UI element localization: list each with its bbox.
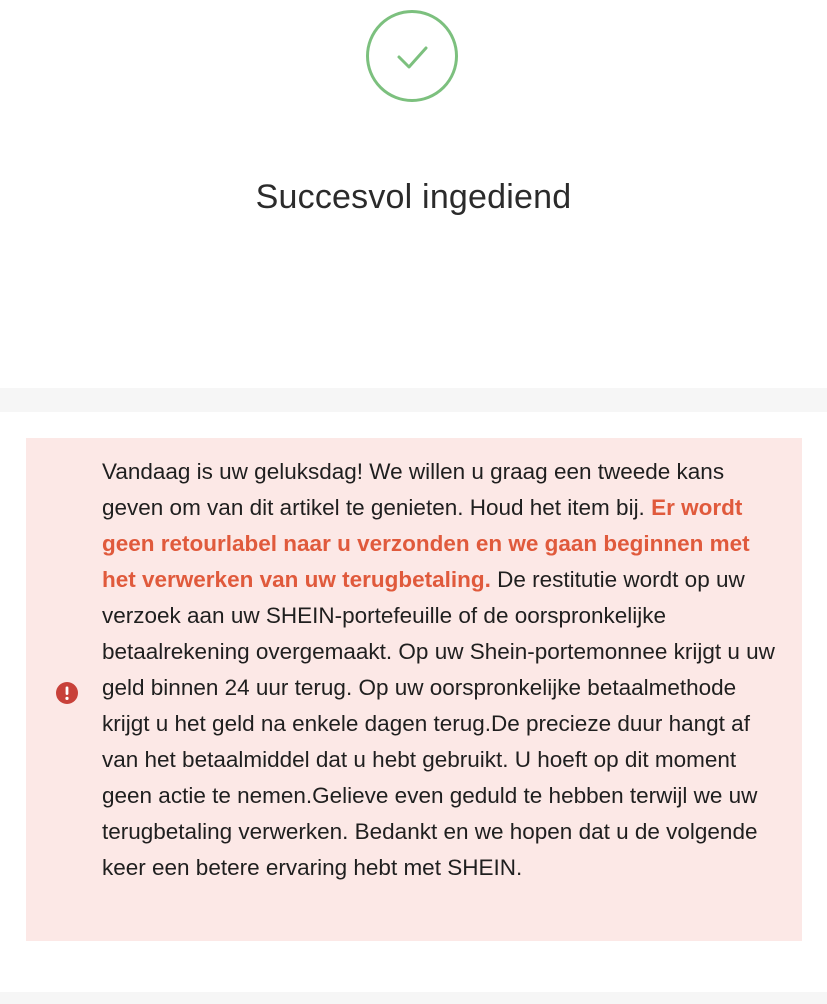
notice-text-highlight: Er wordt geen retourlabel naar u verzonden en we gaan beginnen met het verwerken van uw terugbetaling. [102, 495, 750, 592]
success-check-icon [366, 10, 458, 102]
alert-exclamation-icon [55, 681, 79, 705]
notice-text-details: De restitutie wordt op uw verzoek aan uw SHEIN-portefeuille of de oorspronkelijke betaalrekening overgemaakt. Op uw Shein-portemonnee krijgt u uw geld binnen 24 uur terug. Op uw oorspronkelijke betaalmethode krijgt u het geld na enkele dagen terug.De precieze duur hangt af van het betaalmiddel dat u hebt gebruikt. U hoeft op dit moment geen actie te nemen.Gelieve even geduld te hebben terwijl we uw terugbetaling verwerken. Bedankt en we hopen dat u de volgende keer een betere ervaring hebt met SHEIN. [102, 567, 775, 880]
bottom-divider [0, 992, 827, 1004]
refund-notice-box [26, 438, 802, 941]
refund-notice-text [102, 454, 786, 886]
success-title: Succesvol ingediend [255, 178, 572, 216]
notice-text-intro: Vandaag is uw geluksdag! We willen u graag een tweede kans geven om van dit artikel te genieten. Houd het item bij. [102, 459, 725, 520]
section-divider [0, 388, 827, 412]
checkmark-icon [369, 13, 455, 99]
notice-section [0, 412, 827, 992]
success-section [0, 0, 827, 388]
